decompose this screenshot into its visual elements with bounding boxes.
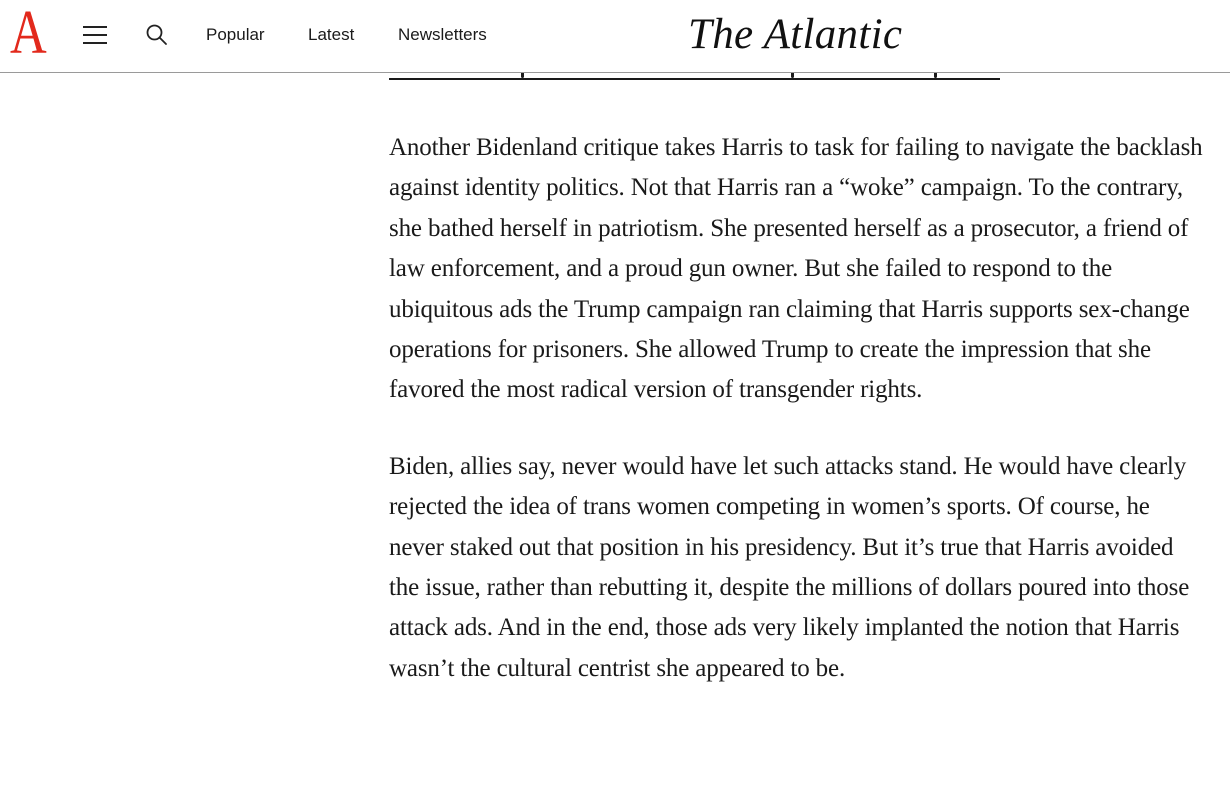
site-header — [0, 0, 1230, 73]
nav-link-newsletters[interactable]: Newsletters — [398, 25, 487, 44]
article-body — [389, 128, 1205, 725]
nav-link-popular[interactable]: Popular — [206, 25, 265, 44]
the-atlantic-wordmark[interactable]: The Atlantic — [688, 11, 903, 58]
hamburger-menu-icon[interactable] — [80, 22, 110, 48]
nav-link-latest[interactable]: Latest — [308, 25, 355, 44]
previous-line-underline[interactable] — [389, 72, 1000, 80]
search-icon[interactable] — [144, 22, 170, 48]
atlantic-logo[interactable]: A — [10, 0, 47, 67]
article-paragraph: Another Bidenland critique takes Harris to task for failing to navigate the backlash against identity politics. Not that Harris ran a “woke” campaign. To the contrary, she bathed herself in patriotism. She presented herself as a prosecutor, a friend of law enforcement, and a proud gun owner. But she failed to respond to the ubiquitous ads the Trump campaign ran claiming that Harris supports sex-change operations for prisoners. She allowed Trump to create the impression that she favored the most radical version of transgender rights. — [389, 134, 1203, 404]
article-paragraph: Biden, allies say, never would have let such attacks stand. He would have clearly rejected the idea of trans women competing in women’s sports. Of course, he never staked out that position in his presidency. But it’s true that Harris avoided the issue, rather than rebutting it, despite the millions of dollars poured into those attack ads. And in the end, those ads very likely implanted the notion that Harris wasn’t the cultural centrist she appeared to be. — [389, 452, 1190, 682]
